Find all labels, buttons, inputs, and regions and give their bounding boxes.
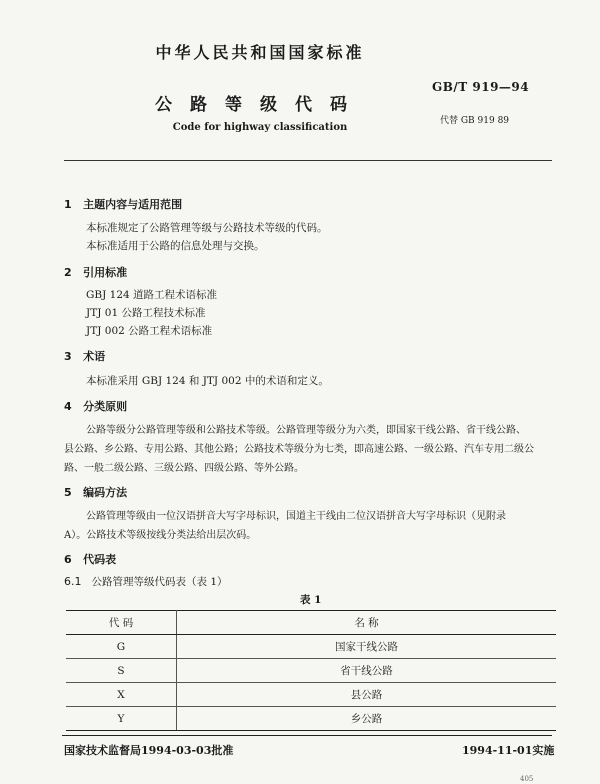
table-header-name: 名 称 xyxy=(177,611,557,635)
standard-code: GB/T 919—94 xyxy=(432,80,530,94)
table-cell-name: 县公路 xyxy=(177,683,557,707)
section-2-heading: 2 引用标准 xyxy=(64,266,128,279)
section-4-line-3: 路、一般二级公路、三级公路、四级公路、等外公路。 xyxy=(64,463,304,474)
standard-org-title: 中华人民共和国国家标准 xyxy=(155,43,365,62)
section-5-line-2: A）。公路技术等级按线分类法给出层次码。 xyxy=(64,530,257,541)
table-header-code: 代 码 xyxy=(66,611,177,635)
section-3-heading: 3 术语 xyxy=(64,350,106,363)
code-table xyxy=(66,610,556,731)
section-3-line-1: 本标准采用 GBJ 124 和 JTJ 002 中的术语和定义。 xyxy=(86,375,329,387)
section-5-line-1: 公路管理等级由一位汉语拼音大写字母标识，国道主干线由二位汉语拼音大写字母标识（见附录 xyxy=(86,511,506,522)
table-cell-code: G xyxy=(66,635,177,659)
section-4-heading: 4 分类原则 xyxy=(64,400,128,413)
effective-date: 1994-11-01实施 xyxy=(462,744,555,757)
table-cell-name: 乡公路 xyxy=(177,707,557,731)
approval-date: 国家技术监督局1994-03-03批准 xyxy=(64,744,234,757)
document-title-english: Code for highway classification xyxy=(172,122,348,133)
table-row xyxy=(66,635,556,659)
section-2-line-2: JTJ 01 公路工程技术标准 xyxy=(86,307,206,319)
table-header-row xyxy=(66,611,556,635)
table-cell-code: S xyxy=(66,659,177,683)
subsection-6-1: 6.1 公路管理等级代码表（表 1） xyxy=(64,575,228,588)
footer-divider xyxy=(62,735,552,736)
section-4-line-2: 县公路、乡公路、专用公路、其他公路；公路技术等级分为七类，即高速公路、一级公路、汽车专用二级公 xyxy=(64,444,534,455)
replaces-note: 代替 GB 919 89 xyxy=(440,116,510,126)
table-row xyxy=(66,707,556,731)
section-6-heading: 6 代码表 xyxy=(64,553,117,566)
document-title: 公路等级代码 xyxy=(155,95,365,115)
header-divider xyxy=(64,160,552,161)
table-caption: 表 1 xyxy=(300,594,322,606)
section-1-line-1: 本标准规定了公路管理等级与公路技术等级的代码。 xyxy=(86,222,328,234)
table-cell-code: X xyxy=(66,683,177,707)
section-5-heading: 5 编码方法 xyxy=(64,486,128,499)
table-cell-name: 国家干线公路 xyxy=(177,635,557,659)
table-cell-code: Y xyxy=(66,707,177,731)
table-row xyxy=(66,659,556,683)
section-2-line-3: JTJ 002 公路工程术语标准 xyxy=(86,325,213,337)
section-1-heading: 1 主题内容与适用范围 xyxy=(64,198,183,211)
table-row xyxy=(66,683,556,707)
section-4-line-1: 公路等级分公路管理等级和公路技术等级。公路管理等级分为六类，即国家干线公路、省干线公路、 xyxy=(86,425,526,436)
section-2-line-1: GBJ 124 道路工程术语标准 xyxy=(86,289,218,301)
table-cell-name: 省干线公路 xyxy=(177,659,557,683)
section-1-line-2: 本标准适用于公路的信息处理与交换。 xyxy=(86,240,265,252)
page-number: 405 xyxy=(520,775,534,783)
